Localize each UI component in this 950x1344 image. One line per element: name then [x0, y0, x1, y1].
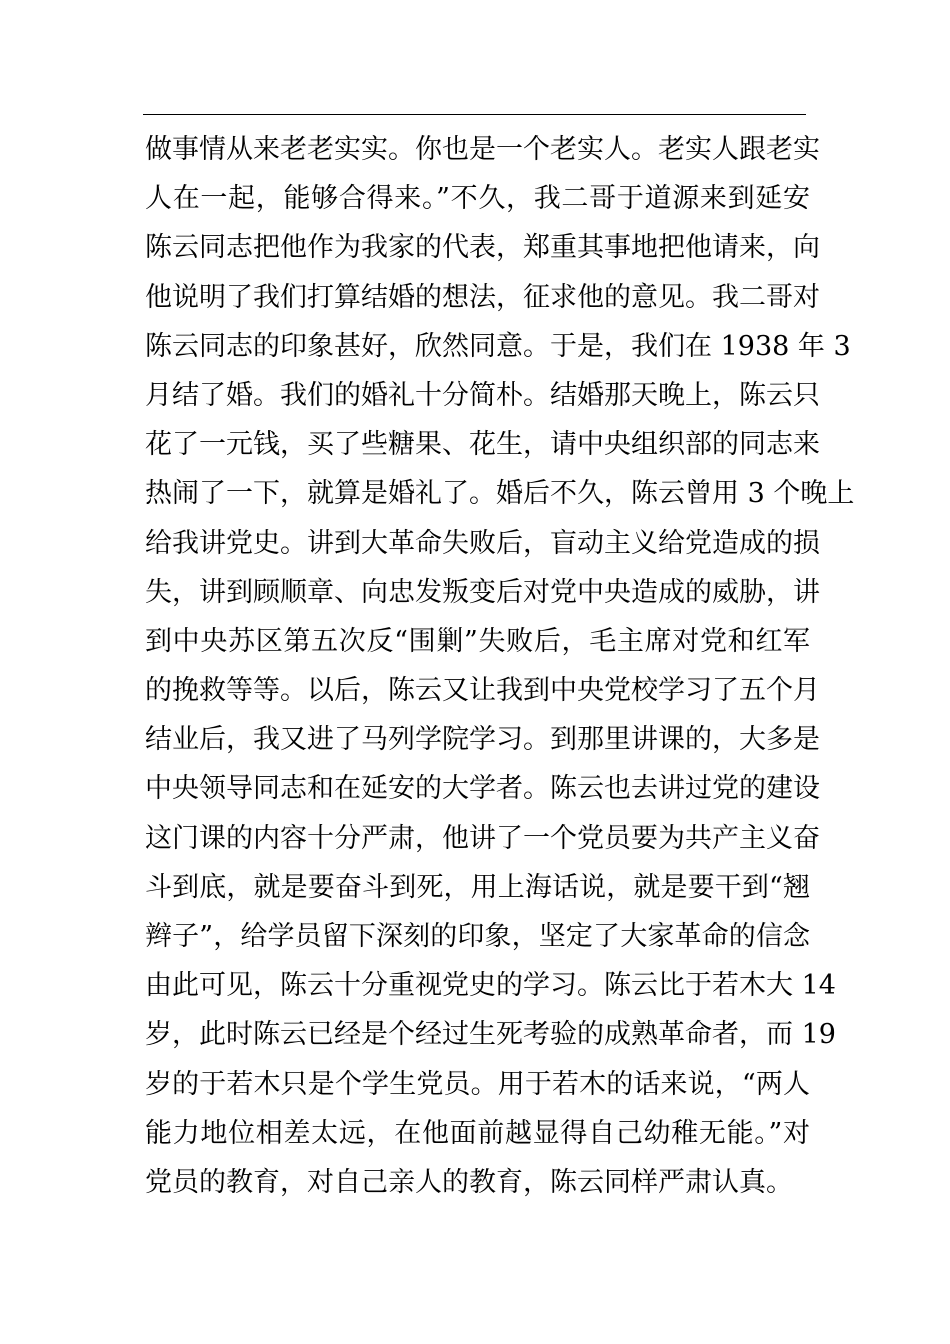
text-line: 到中央苏区第五次反“围剿”失败后，毛主席对党和红军	[145, 625, 810, 657]
text-line: 结业后，我又进了马列学院学习。到那里讲课的，大多是	[145, 724, 820, 756]
text-line: 岁的于若木只是个学生党员。用于若木的话来说，“两人	[145, 1068, 810, 1100]
text-line: 失，讲到顾顺章、向忠发叛变后对党中央造成的威胁，讲	[145, 576, 820, 608]
body-text	[145, 125, 855, 1207]
text-line: 斗到底，就是要奋斗到死，用上海话说，就是要干到“翘	[145, 871, 810, 903]
text-line: 月结了婚。我们的婚礼十分简朴。结婚那天晚上，陈云只	[145, 379, 820, 411]
text-line: 能力地位相差太远，在他面前越显得自己幼稚无能。”对	[145, 1117, 810, 1149]
text-line: 人在一起，能够合得来。”不久，我二哥于道源来到延安	[145, 183, 810, 215]
text-line: 这门课的内容十分严肃，他讲了一个党员要为共产主义奋	[145, 822, 820, 854]
text-line: 他说明了我们打算结婚的想法，征求他的意见。我二哥对	[145, 281, 820, 313]
header-rule	[143, 114, 806, 115]
text-line: 党员的教育，对自己亲人的教育，陈云同样严肃认真。	[145, 1166, 793, 1198]
text-line: 陈云同志的印象甚好，欣然同意。于是，我们在 1938 年 3	[145, 330, 851, 362]
text-line: 由此可见，陈云十分重视党史的学习。陈云比于若木大 14	[145, 970, 836, 1002]
text-line: 做事情从来老老实实。你也是一个老实人。老实人跟老实	[145, 134, 820, 165]
text-line: 辫子”，给学员留下深刻的印象，坚定了大家革命的信念	[145, 921, 810, 952]
text-line: 的挽救等等。以后，陈云又让我到中央党校学习了五个月	[145, 675, 820, 707]
text-line: 给我讲党史。讲到大革命失败后，盲动主义给党造成的损	[145, 527, 820, 559]
text-line: 中央领导同志和在延安的大学者。陈云也去讲过党的建设	[145, 773, 820, 805]
text-line: 热闹了一下，就算是婚礼了。婚后不久，陈云曾用 3 个晚上	[145, 478, 855, 510]
text-line: 花了一元钱，买了些糖果、花生，请中央组织部的同志来	[145, 429, 820, 461]
text-line: 岁，此时陈云已经是个经过生死考验的成熟革命者，而 19	[145, 1019, 836, 1051]
text-line: 陈云同志把他作为我家的代表，郑重其事地把他请来，向	[145, 232, 820, 264]
